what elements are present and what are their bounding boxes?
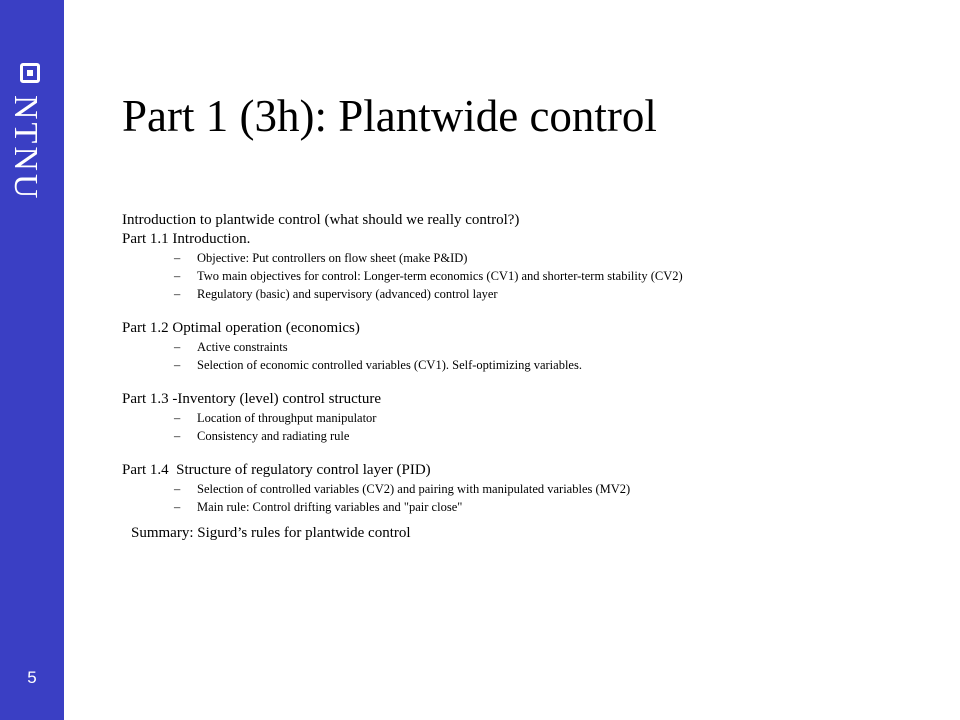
bullet-item: – Main rule: Control drifting variables and "pair close" [174,500,463,514]
dash-icon: – [174,411,181,425]
bullet-item: – Selection of controlled variables (CV2) and pairing with manipulated variables (MV2) [174,482,631,496]
slide-content [122,211,922,543]
ntnu-logo-text: NTNU [7,95,44,202]
dash-icon: – [174,251,181,265]
dash-icon: – [174,358,181,372]
ntnu-sidebar [0,0,64,720]
bullet-item: – Location of throughput manipulator [174,411,377,425]
section-heading: Part 1.2 Optimal operation (economics) [122,320,360,336]
bullet-item: – Two main objectives for control: Longer-term economics (CV1) and shorter-term stability (CV2) [174,269,683,283]
page-number: 5 [27,668,37,687]
bullet-item: – Regulatory (basic) and supervisory (advanced) control layer [174,287,498,301]
dash-icon: – [174,429,181,443]
section-heading: Part 1.1 Introduction. [122,231,251,247]
bullet-item: – Consistency and radiating rule [174,429,350,443]
bullet-item: – Selection of economic controlled variables (CV1). Self-optimizing variables. [174,358,582,372]
dash-icon: – [174,482,181,496]
bullet-item: – Objective: Put controllers on flow sheet (make P&ID) [174,251,468,265]
bullet-item: – Active constraints [174,340,288,354]
summary-line: Summary: Sigurd’s rules for plantwide control [131,525,411,541]
dash-icon: – [174,269,181,283]
intro-line: Introduction to plantwide control (what should we really control?) [122,212,520,228]
dash-icon: – [174,287,181,301]
dash-icon: – [174,500,181,514]
dash-icon: – [174,340,181,354]
section-heading: Part 1.3 -Inventory (level) control structure [122,391,382,407]
section-heading: Part 1.4 Structure of regulatory control layer (PID) [122,462,431,478]
slide-title: Part 1 (3h): Plantwide control [122,91,657,141]
ntnu-logo-icon [20,63,40,83]
